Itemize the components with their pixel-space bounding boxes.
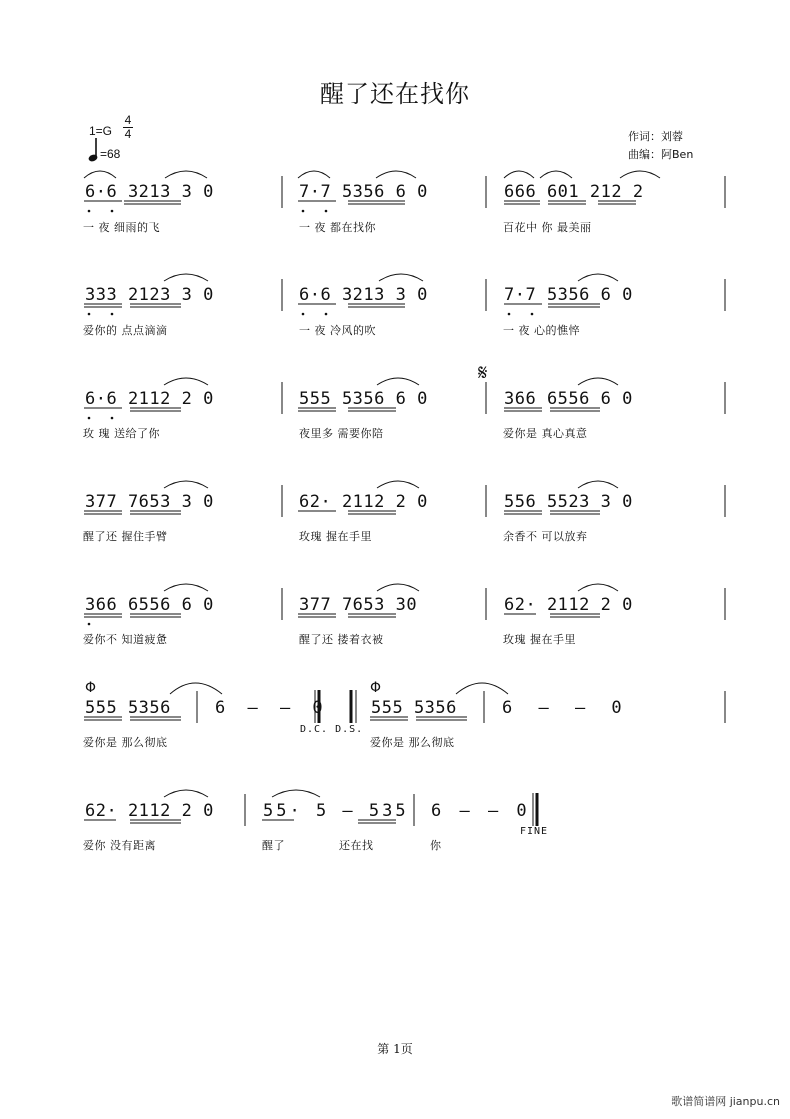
measure-lyrics: 玫 瑰 送给了你: [83, 427, 160, 440]
measure-lyrics: 醒了 还在找: [262, 839, 374, 852]
coda-icon: Φ: [370, 680, 382, 696]
measure-notes: 6·6 3213 3 0: [299, 285, 428, 305]
measure-lyrics: 醒了还 搂着衣被: [299, 633, 384, 646]
measure-notes: 366 6556 6 0: [504, 389, 633, 409]
measure-notes: 6 – – 0: [215, 698, 329, 718]
measure-lyrics: 爱你是 真心真意: [503, 427, 588, 440]
time-signature-bottom: 4: [124, 127, 132, 141]
measure-lyrics: 玫瑰 握在手里: [503, 633, 576, 646]
measure-notes: 7·7 5356 6 0: [504, 285, 633, 305]
measure-notes: 555 5356 6 0: [299, 389, 428, 409]
measure-notes: 62· 2112 2 0: [85, 801, 214, 821]
measure-notes: 666 601 212 2: [504, 182, 644, 202]
segno-icon: 𝄋: [478, 361, 488, 386]
tempo-value: =68: [100, 147, 121, 161]
measure-notes: 366 6556 6 0: [85, 595, 214, 615]
measure-lyrics: 一 夜 都在找你: [299, 221, 376, 234]
bar-lines: [197, 176, 725, 826]
measure-notes: 377 7653 30: [299, 595, 418, 615]
measure-notes: 6 – – 0: [502, 698, 630, 718]
watermark: 歌谱简谱网 jianpu.cn: [671, 1095, 780, 1108]
measure-lyrics: 一 夜 心的憔悴: [503, 324, 580, 337]
quarter-note-icon: [88, 137, 100, 163]
coda-icon: Φ: [85, 680, 97, 696]
measure-lyrics: 爱你的 点点滴滴: [83, 324, 168, 337]
measure-notes: 7·7 5356 6 0: [299, 182, 428, 202]
song-title: 醒了还在找你: [320, 80, 470, 108]
measure-lyrics: 爱你是 那么彻底: [83, 736, 168, 749]
lyricist-credit: 作词：刘蓉: [628, 130, 683, 143]
measure-lyrics: 夜里多 需要你陪: [299, 427, 384, 440]
time-signature-top: 4: [124, 113, 132, 127]
measure-notes: 555 5356: [371, 698, 457, 718]
measure-lyrics: 爱你是 那么彻底: [370, 736, 455, 749]
measure-notes: 62· 2112 2 0: [299, 492, 428, 512]
measure-notes: 6 – – 0: [431, 801, 531, 821]
measure-lyrics: 爱你不 知道疲惫: [83, 633, 168, 646]
octave-dots: [88, 210, 534, 626]
composer-credit: 曲编：阿Ben: [628, 148, 694, 161]
measure-lyrics: 你: [430, 839, 442, 852]
measure-notes: 55· 5 – 535: [263, 801, 409, 821]
measure-lyrics: 百花中 你 最美丽: [503, 221, 592, 234]
measure-notes: 62· 2112 2 0: [504, 595, 633, 615]
measure-lyrics: 醒了还 握住手臂: [83, 530, 168, 543]
fine-mark: FINE: [520, 826, 549, 837]
key-signature: 1=G: [89, 124, 113, 138]
measure-notes: 377 7653 3 0: [85, 492, 214, 512]
measure-notes: 6·6 2112 2 0: [85, 389, 214, 409]
measure-notes: 333 2123 3 0: [85, 285, 214, 305]
measure-lyrics: 爱你 没有距离: [83, 839, 156, 852]
measure-notes: 555 5356: [85, 698, 171, 718]
measure-lyrics: 一 夜 细雨的飞: [83, 221, 160, 234]
measure-notes: 556 5523 3 0: [504, 492, 633, 512]
dc-ds-mark: D.C. D.S.: [300, 724, 364, 735]
measure-lyrics: 玫瑰 握在手里: [299, 530, 372, 543]
measure-lyrics: 一 夜 冷风的吹: [299, 324, 376, 337]
measure-lyrics: 余香不 可以放弃: [503, 530, 588, 543]
time-signature: [120, 114, 136, 141]
measure-notes: 6·6 3213 3 0: [85, 182, 214, 202]
page-number: 第 1页: [377, 1042, 413, 1056]
